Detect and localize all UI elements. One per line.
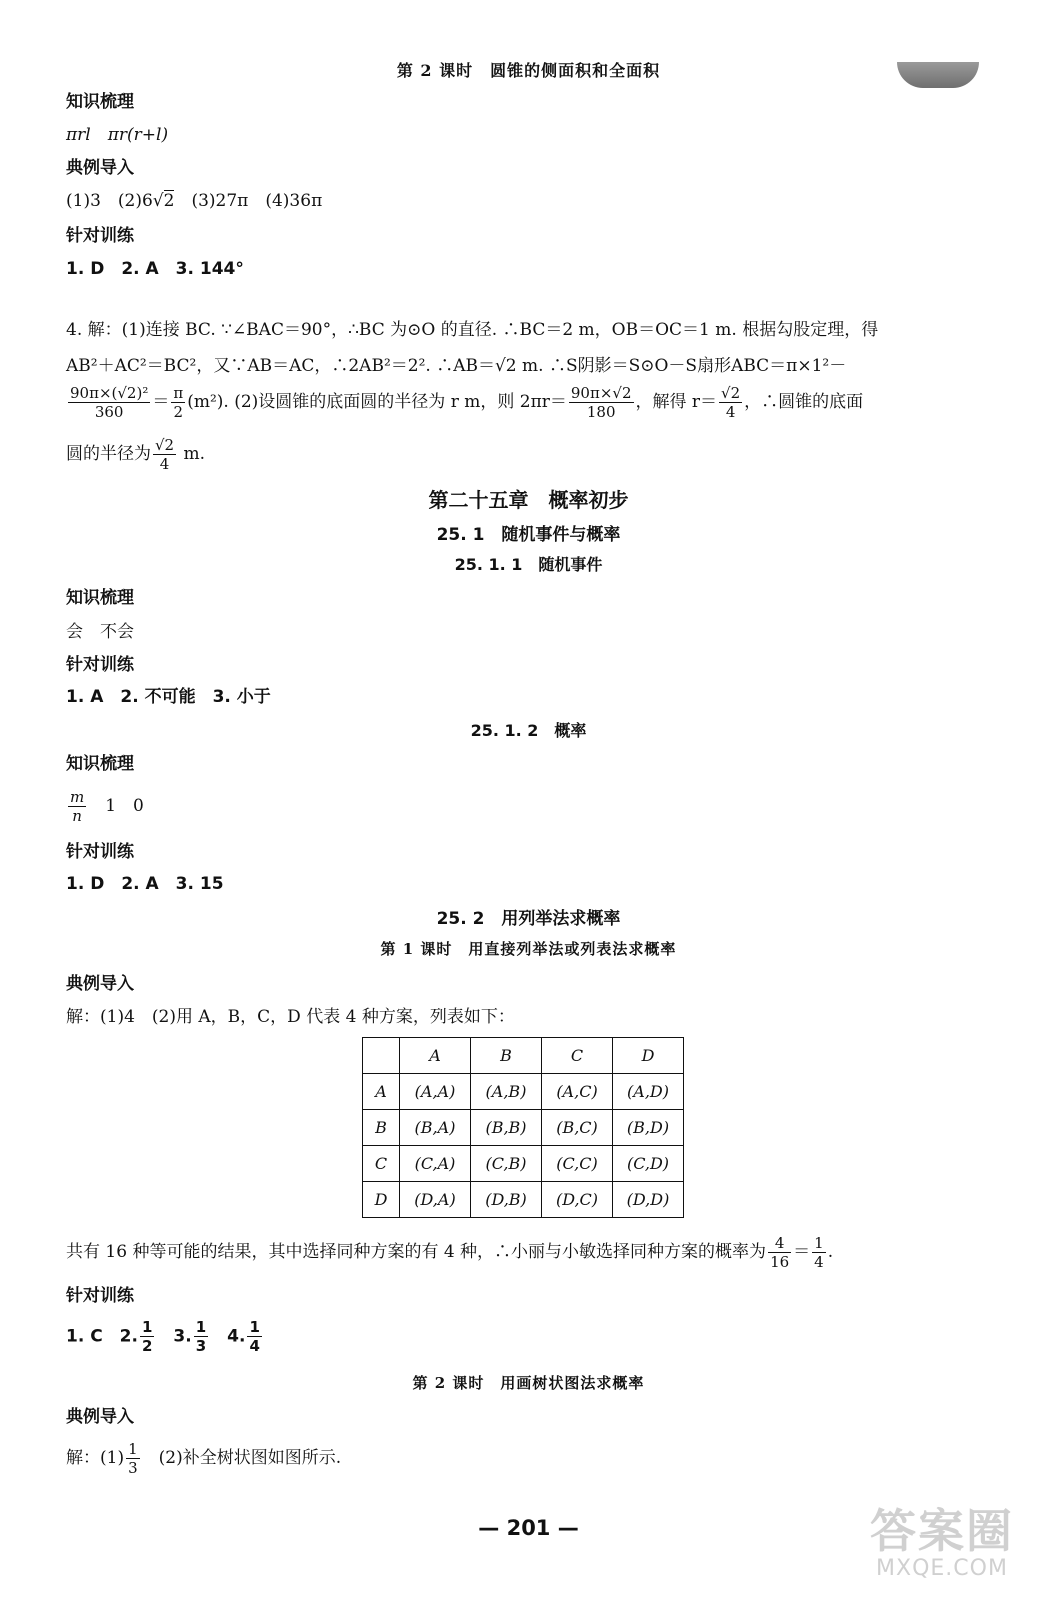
table-row-header: B (363, 1110, 400, 1146)
fraction: $\frac{1}{2}$ (141, 1318, 153, 1355)
table-row-header: C (363, 1146, 400, 1182)
watermark-logo (847, 1506, 1037, 1586)
table-row (363, 1146, 684, 1182)
heading-example-3: 典例导入 (66, 1407, 134, 1427)
solution-line-4: 圆的半径为 $\frac{√2}{4}$ m. (66, 436, 206, 473)
watermark-line1: 答案圈 (870, 1504, 1014, 1558)
fraction: $\frac{\text{90π×(√2)²}}{360}$ (70, 384, 149, 421)
fraction: $\frac{√2}{4}$ (721, 384, 741, 421)
page-number: — 201 — (478, 1516, 579, 1540)
table-cell: (D,D) (613, 1182, 684, 1218)
table-row (363, 1110, 684, 1146)
heading-training-3: 针对训练 (66, 842, 134, 862)
solution-line-1: 4. 解：(1)连接 BC. ∵∠BAC＝90°，∴BC 为⊙O 的直径. ∴BC＝2 m，OB＝OC＝1 m. 根据勾股定理，得 (66, 320, 879, 340)
solution-line-2: AB²＋AC²＝BC²，又∵AB＝AC，∴2AB²＝2². ∴AB＝√2 m. ∴S阴影＝S⊙O－S扇形ABC＝π×1²－ (66, 356, 847, 376)
solution-tree: 解：(1) $\frac{1}{3}$ (2)补全树状图如图所示. (66, 1440, 342, 1477)
heading-training-4: 针对训练 (66, 1286, 134, 1306)
answer-example-root: 2 (163, 191, 175, 211)
table-header-cell: D (613, 1038, 684, 1074)
answer-training-2: 1. A 2. 不可能 3. 小于 (66, 687, 271, 707)
heading-training: 针对训练 (66, 226, 134, 246)
fraction: $\frac{1}{4}$ (249, 1318, 260, 1355)
answer-training: 1. D 2. A 3. 144° (66, 259, 244, 279)
table-cell: (C,B) (471, 1146, 542, 1182)
lesson-title-1: 第 1 课时 用直接列举法或列表法求概率 (380, 940, 677, 958)
table-cell: (D,B) (471, 1182, 542, 1218)
probability-result: 共有 16 种等可能的结果，其中选择同种方案的有 4 种，∴小丽与小敏选择同种方案的概率为 $\frac{4}{16}$ ＝ $\frac{1}{4}$ . (66, 1234, 834, 1271)
table-cell: (A,A) (400, 1074, 471, 1110)
fraction: $\frac{90\pi\times√2}{180}$ (570, 384, 632, 421)
answer-example-part2: (3)27π (4)36π (174, 191, 323, 211)
table-header-cell: A (400, 1038, 471, 1074)
fraction: $\frac{√2}{4}$ (155, 436, 175, 473)
table-row-header: A (363, 1074, 400, 1110)
answer-knowledge-3: $\frac{m}{n}$ 1 0 (70, 788, 144, 825)
section-title-2: 25. 2 用列举法求概率 (436, 909, 621, 929)
subsection-title: 25. 1. 1 随机事件 (454, 555, 603, 574)
heading-example: 典例导入 (66, 158, 134, 178)
table-cell: (D,C) (542, 1182, 613, 1218)
table-header-cell: C (542, 1038, 613, 1074)
heading-knowledge-3: 知识梳理 (66, 754, 134, 774)
fraction: $\frac{1}{3}$ (195, 1318, 207, 1355)
fraction: $\frac{1}{4}$ (814, 1234, 824, 1271)
table-cell: (B,D) (613, 1110, 684, 1146)
table-cell: (A,B) (471, 1074, 542, 1110)
table-cell: (B,A) (400, 1110, 471, 1146)
subsection-title-2: 25. 1. 2 概率 (470, 721, 587, 740)
fraction: $\frac{m}{n}$ (70, 788, 85, 825)
answer-training-3: 1. D 2. A 3. 15 (66, 874, 224, 894)
table-corner-cell (363, 1038, 400, 1074)
table-cell: (D,A) (400, 1182, 471, 1218)
table-cell: (C,C) (542, 1146, 613, 1182)
table-header-row (363, 1038, 684, 1074)
table-cell: (B,C) (542, 1110, 613, 1146)
table-cell: (A,C) (542, 1074, 613, 1110)
table-cell: (B,B) (471, 1110, 542, 1146)
table-row (363, 1182, 684, 1218)
fraction: $\frac{1}{3}$ (128, 1440, 138, 1477)
chapter-title: 第二十五章 概率初步 (428, 488, 629, 512)
answer-training-4: 1. C 2. $\frac{1}{2}$ 3. $\frac{1}{3}$ 4. $\frac{1}{4}$ (66, 1318, 260, 1355)
heading-knowledge: 知识梳理 (66, 92, 134, 112)
heading-example-2: 典例导入 (66, 974, 134, 994)
solution-line-3: $\frac{\text{90π×(√2)²}}{360}$ ＝ $\frac{\pi}{2}$ (m²). (2)设圆锥的底面圆的半径为 r m，则 2πr＝ $\frac{90\pi\times√2}{180}$ ，解得 r＝ $\frac{√2}{4}$ ，∴圆锥的底面 (70, 384, 864, 421)
lesson-header: 第 2 课时 圆锥的侧面积和全面积 (396, 61, 661, 80)
fraction: $\frac{4}{16}$ (770, 1234, 790, 1271)
table-header-cell: B (471, 1038, 542, 1074)
lesson-title-2: 第 2 课时 用画树状图法求概率 (412, 1374, 645, 1392)
watermark-line2: MXQE.COM (876, 1556, 1008, 1581)
table-row (363, 1074, 684, 1110)
table-row-header: D (363, 1182, 400, 1218)
answer-knowledge-2: 会 不会 (66, 622, 134, 642)
answer-example: (1)3 (2)6√2 (3)27π (4)36π (66, 191, 323, 211)
section-title: 25. 1 随机事件与概率 (436, 525, 621, 545)
answer-example-part1: (1)3 (2)6 (66, 191, 153, 211)
fraction: $\frac{\pi}{2}$ (173, 384, 184, 421)
heading-training-2: 针对训练 (66, 655, 134, 675)
outcome-table (362, 1037, 684, 1218)
table-cell: (C,D) (613, 1146, 684, 1182)
solution-intro: 解：(1)4 (2)用 A，B，C，D 代表 4 种方案，列表如下： (66, 1007, 515, 1027)
table-cell: (A,D) (613, 1074, 684, 1110)
heading-knowledge-2: 知识梳理 (66, 588, 134, 608)
answer-knowledge: πrl πr(r+l) (66, 125, 169, 145)
table-cell: (C,A) (400, 1146, 471, 1182)
